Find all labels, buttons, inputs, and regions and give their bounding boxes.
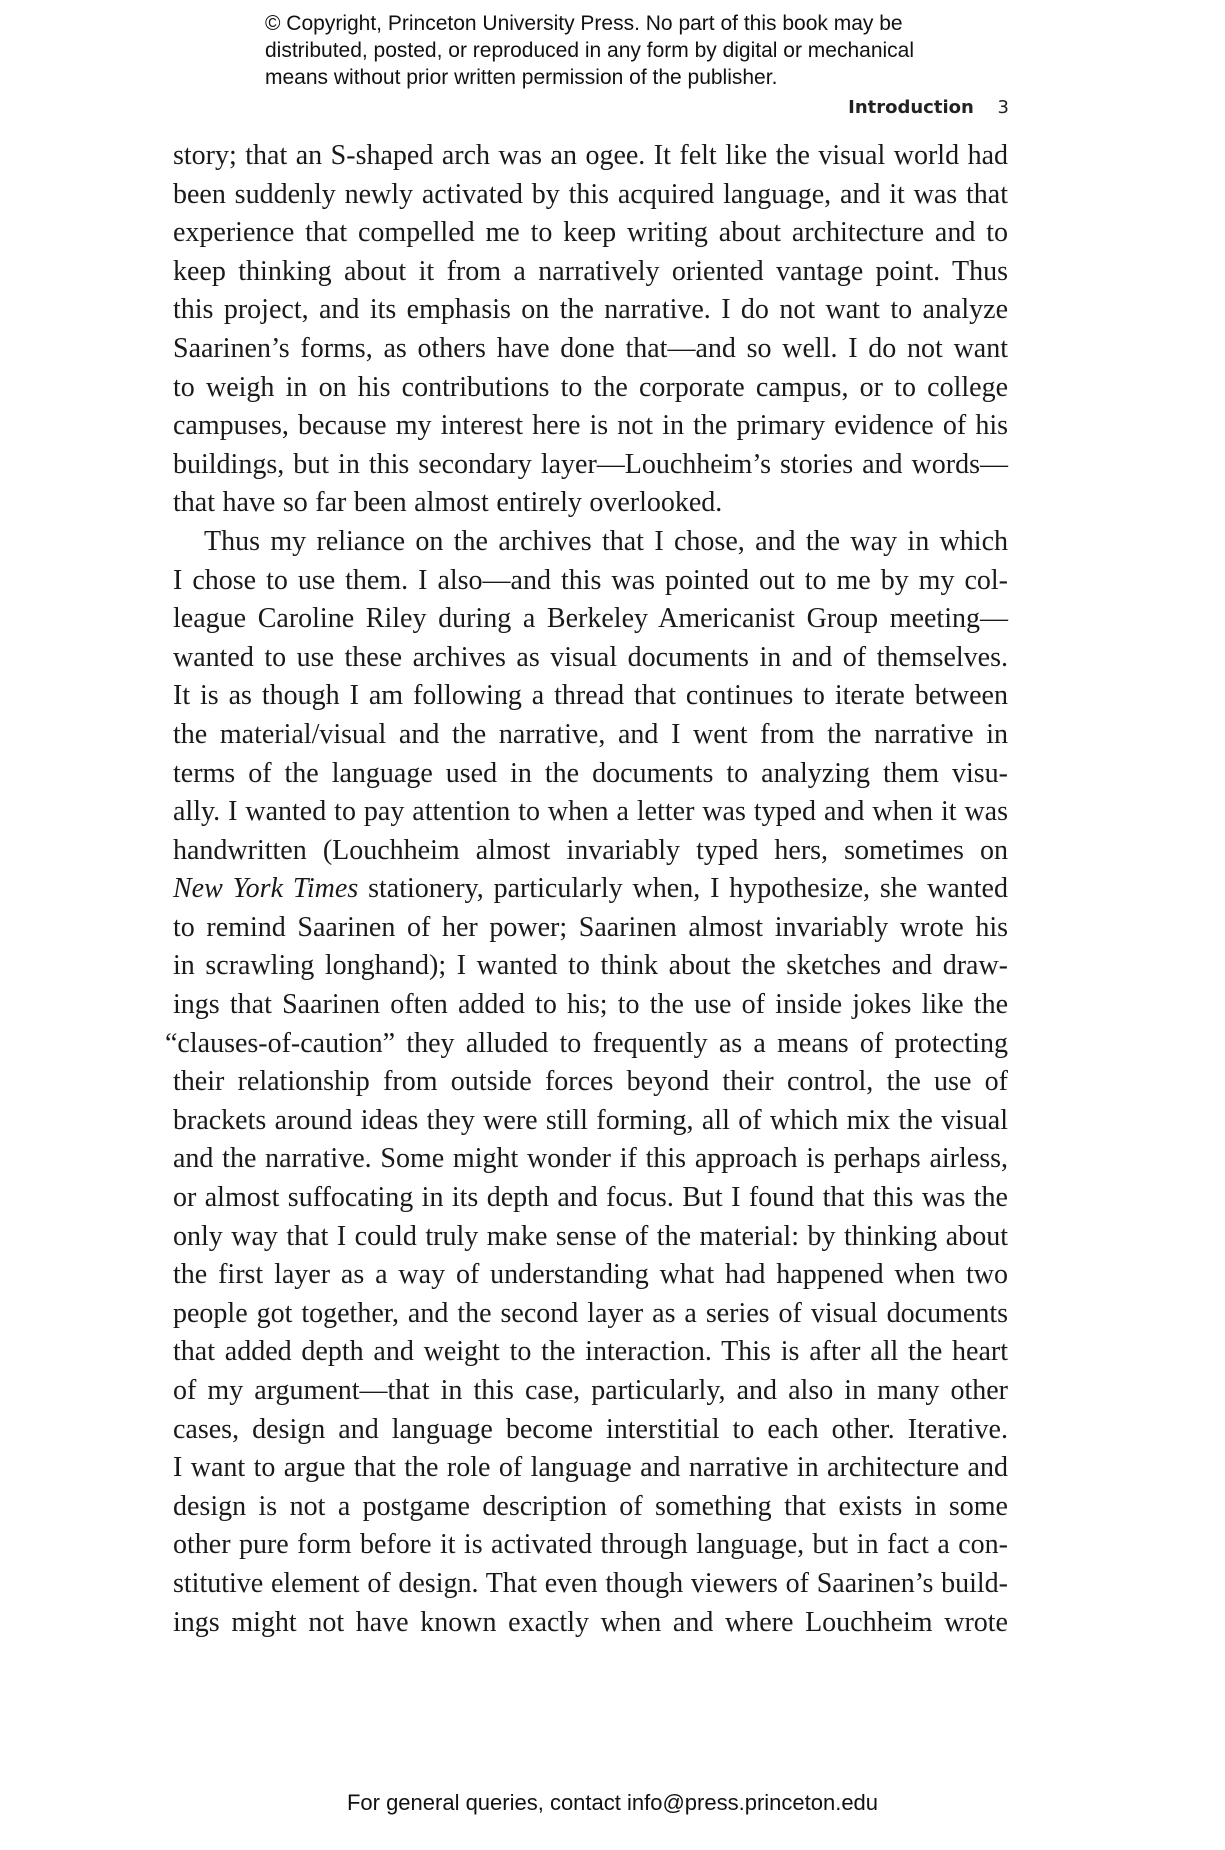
text-line: Thus my reliance on the archives that I chose, and the way in which	[204, 525, 1008, 557]
copyright-line: © Copyright, Princeton University Press. No part of this book may be	[265, 12, 903, 35]
text-line: been suddenly newly activated by this acquired language, and it was that	[173, 178, 1008, 210]
text-line: Saarinen’s forms, as others have done that—and so well. I do not want	[173, 332, 1008, 364]
copyright-line: means without prior written permission of the publisher.	[265, 66, 778, 89]
text-line: wanted to use these archives as visual documents in and of themselves.	[173, 641, 1008, 673]
text-line: ings might not have known exactly when and where Louchheim wrote	[173, 1606, 1008, 1638]
text-line: experience that compelled me to keep writing about architecture and to	[173, 217, 1008, 249]
text-line: only way that I could truly make sense of the material: by thinking about	[173, 1220, 1008, 1252]
text-line: buildings, but in this secondary layer—Louchheim’s stories and words—	[173, 448, 1008, 480]
text-line: to weigh in on his contributions to the corporate campus, or to college	[173, 371, 1008, 403]
body-text	[165, 137, 1008, 1642]
running-head	[848, 97, 1009, 118]
text-line: I chose to use them. I also—and this was pointed out to me by my col-	[173, 564, 1008, 596]
footer-contact: For general queries, contact info@press.princeton.edu	[346, 1790, 879, 1815]
text-line: or almost suffocating in its depth and focus. But I found that this was the	[173, 1182, 1008, 1214]
text-line: story; that an S-shaped arch was an ogee. It felt like the visual world had	[173, 140, 1008, 171]
text-line: other pure form before it is activated through language, but in fact a con-	[173, 1529, 1008, 1561]
text-line-with-italic	[173, 870, 1008, 909]
text-line: It is as though I am following a thread that continues to iterate between	[173, 680, 1008, 712]
text-line: cases, design and language become interstitial to each other. Iterative.	[173, 1413, 1008, 1445]
italic-title: New York Times	[173, 873, 359, 905]
text-line: in scrawling longhand); I wanted to think about the sketches and draw-	[173, 950, 1008, 982]
text-line: ings that Saarinen often added to his; to the use of inside jokes like the	[173, 989, 1008, 1021]
paragraph-1	[173, 137, 1008, 523]
text-line: that added depth and weight to the interaction. This is after all the heart	[173, 1336, 1008, 1368]
text-line: terms of the language used in the documents to analyzing them visu-	[173, 757, 1008, 789]
text-line: to remind Saarinen of her power; Saarinen almost invariably wrote his	[173, 911, 1008, 943]
paragraph-2	[165, 523, 1008, 1642]
text-line: I want to argue that the role of language and narrative in architecture and	[173, 1452, 1008, 1484]
text-line: keep thinking about it from a narratively oriented vantage point. Thus	[173, 255, 1008, 287]
text-line: ally. I wanted to pay attention to when a letter was typed and when it was	[173, 796, 1008, 828]
text-line: that have so far been almost entirely overlooked.	[173, 487, 723, 519]
text-line: design is not a postgame description of something that exists in some	[173, 1490, 1008, 1522]
text-line: the material/visual and the narrative, and I went from the narrative in	[173, 718, 1008, 750]
text-line: stitutive element of design. That even though viewers of Saarinen’s build-	[173, 1567, 1008, 1599]
text-line: the first layer as a way of understanding what had happened when two	[173, 1259, 1008, 1291]
text-line: and the narrative. Some might wonder if this approach is perhaps airless,	[173, 1143, 1008, 1175]
text-line: this project, and its emphasis on the narrative. I do not want to analyze	[173, 294, 1008, 326]
copyright-line: distributed, posted, or reproduced in any form by digital or mechanical	[265, 39, 915, 62]
text-line: of my argument—that in this case, particularly, and also in many other	[173, 1375, 1008, 1406]
section-title: Introduction	[848, 97, 974, 118]
text-line: their relationship from outside forces beyond their control, the use of	[173, 1066, 1008, 1098]
text-line: league Caroline Riley during a Berkeley Americanist Group meeting—	[173, 603, 1008, 635]
text-line: people got together, and the second layer as a series of visual documents	[173, 1297, 1008, 1329]
text-line: brackets around ideas they were still forming, all of which mix the visual	[173, 1104, 1008, 1136]
text-line-rest: stationery, particularly when, I hypothesize, she wanted	[368, 873, 1008, 905]
text-line: “clauses-of-caution” they alluded to frequently as a means of protecting	[165, 1027, 1008, 1059]
page-number: 3	[997, 97, 1009, 118]
copyright-notice	[265, 10, 1025, 91]
text-line: campuses, because my interest here is not in the primary evidence of his	[173, 410, 1008, 442]
text-line: handwritten (Louchheim almost invariably typed hers, sometimes on	[173, 834, 1008, 866]
